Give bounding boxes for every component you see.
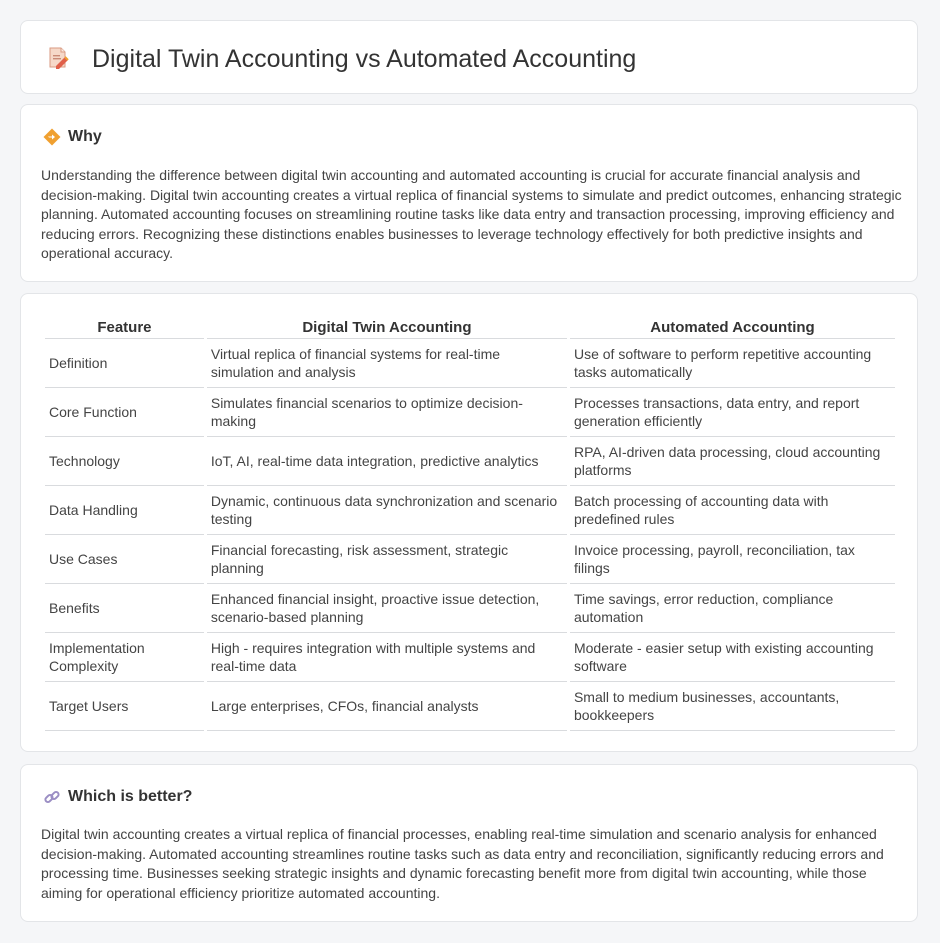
row-automated: Use of software to perform repetitive accounting tasks automatically [570, 339, 895, 388]
link-icon [43, 788, 61, 806]
comparison-table [42, 316, 898, 731]
row-automated: Moderate - easier setup with existing accounting software [570, 633, 895, 682]
table-row [45, 339, 895, 388]
row-digital-twin: Enhanced financial insight, proactive issue detection, scenario-based planning [207, 584, 567, 633]
why-heading-label: Why [68, 128, 102, 145]
row-automated: Time savings, error reduction, compliance automation [570, 584, 895, 633]
why-heading [43, 127, 102, 147]
page-title: Digital Twin Accounting vs Automated Accounting [92, 45, 637, 73]
row-digital-twin: Virtual replica of financial systems for real-time simulation and analysis [207, 339, 567, 388]
header-digital-twin: Digital Twin Accounting [207, 316, 567, 339]
row-feature: Technology [45, 437, 204, 486]
row-feature: Benefits [45, 584, 204, 633]
row-digital-twin: High - requires integration with multiple systems and real-time data [207, 633, 567, 682]
row-digital-twin: Simulates financial scenarios to optimize decision-making [207, 388, 567, 437]
row-feature: Target Users [45, 682, 204, 731]
table-row [45, 535, 895, 584]
row-automated: Invoice processing, payroll, reconciliation, tax filings [570, 535, 895, 584]
edit-document-icon [47, 47, 71, 69]
row-feature: Definition [45, 339, 204, 388]
better-heading-label: Which is better? [68, 788, 193, 805]
header-feature: Feature [45, 316, 204, 339]
header-automated: Automated Accounting [570, 316, 895, 339]
row-digital-twin: Dynamic, continuous data synchronization and scenario testing [207, 486, 567, 535]
table-row [45, 388, 895, 437]
better-text: Digital twin accounting creates a virtual replica of financial processes, enabling real-time simulation and scenario analysis for enhanced decision-making. Automated accounting streamlines routine tasks such as data entry and reconciliation, significantly reducing errors and processing time. Businesses seeking strategic insights and dynamic forecasting benefit more from digital twin accounting, while those aiming for operational efficiency prioritize automated accounting. [41, 826, 884, 901]
row-automated: Small to medium businesses, accountants, bookkeepers [570, 682, 895, 731]
row-feature: Data Handling [45, 486, 204, 535]
row-feature: Implementation Complexity [45, 633, 204, 682]
row-automated: RPA, AI-driven data processing, cloud accounting platforms [570, 437, 895, 486]
table-row [45, 633, 895, 682]
table-row [45, 584, 895, 633]
table-header-row [45, 316, 895, 339]
row-digital-twin: IoT, AI, real-time data integration, predictive analytics [207, 437, 567, 486]
table-row [45, 437, 895, 486]
table-row [45, 486, 895, 535]
why-text: Understanding the difference between digital twin accounting and automated accounting is crucial for accurate financial analysis and decision-making. Digital twin accounting creates a virtual replica of financial systems to simulate and predict outcomes, enhancing strategic planning. Automated accounting focuses on streamlining routine tasks like data entry and transaction processing, improving efficiency and reducing errors. Recognizing these distinctions enables businesses to leverage technology effectively for both predictive insights and operational accuracy. [41, 167, 902, 262]
row-feature: Use Cases [45, 535, 204, 584]
row-automated: Batch processing of accounting data with predefined rules [570, 486, 895, 535]
comparison-section [20, 293, 918, 752]
row-digital-twin: Financial forecasting, risk assessment, strategic planning [207, 535, 567, 584]
better-section [20, 764, 918, 922]
title-card [20, 20, 918, 94]
better-heading [43, 787, 192, 807]
diamond-direction-icon [43, 128, 61, 146]
table-row [45, 682, 895, 731]
why-section [20, 104, 918, 282]
row-automated: Processes transactions, data entry, and report generation efficiently [570, 388, 895, 437]
row-feature: Core Function [45, 388, 204, 437]
row-digital-twin: Large enterprises, CFOs, financial analysts [207, 682, 567, 731]
